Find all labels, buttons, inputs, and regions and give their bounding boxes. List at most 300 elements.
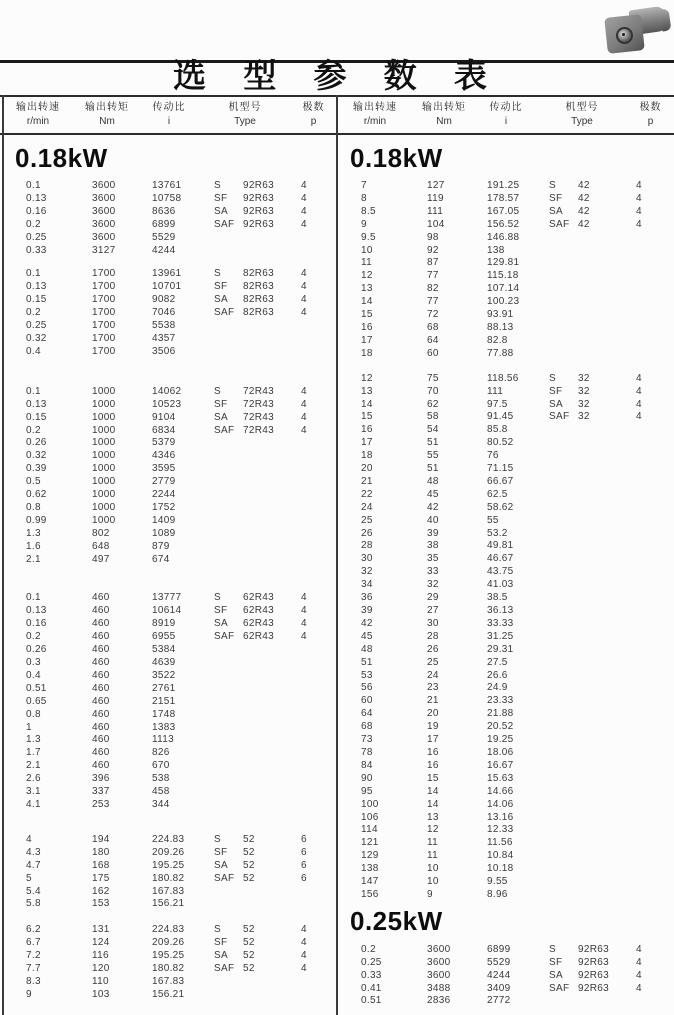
cell-torque: 54 xyxy=(427,424,439,436)
cell-poles: 4 xyxy=(301,205,307,217)
cell-ratio: 167.05 xyxy=(487,205,520,217)
header-poles-unit: p xyxy=(310,116,317,127)
header-col-type xyxy=(200,98,290,129)
table-row xyxy=(2,786,337,799)
table-row xyxy=(2,489,337,502)
cell-type-prefix xyxy=(549,876,578,889)
cell-poles xyxy=(301,541,331,554)
table-row xyxy=(2,476,337,489)
cell-type-size xyxy=(578,682,636,695)
table-row xyxy=(2,834,337,847)
cell-type-prefix xyxy=(549,322,578,335)
cell-ratio: 6834 xyxy=(152,424,176,436)
cell-torque: 3600 xyxy=(92,205,116,217)
cell-torque: 3600 xyxy=(427,956,451,968)
cell-torque: 120 xyxy=(92,963,110,975)
cell-torque: 51 xyxy=(427,437,439,449)
cell-type-prefix: SAF xyxy=(214,424,235,436)
table-row xyxy=(2,193,337,206)
cell-torque: 98 xyxy=(427,231,439,243)
cell-speed: 5 xyxy=(26,872,32,884)
cell-type-prefix: S xyxy=(214,180,221,191)
table-row xyxy=(337,889,674,902)
cell-type-size xyxy=(578,232,636,245)
cell-torque: 87 xyxy=(427,257,439,269)
cell-ratio: 111 xyxy=(487,385,504,397)
cell-torque: 162 xyxy=(92,885,110,897)
cell-type-prefix: SA xyxy=(549,205,563,217)
table-row xyxy=(337,283,674,296)
cell-speed: 4.7 xyxy=(26,859,41,871)
cell-torque: 64 xyxy=(427,334,439,346)
table-row xyxy=(2,450,337,463)
cell-poles xyxy=(636,489,666,502)
cell-torque: 3600 xyxy=(92,180,116,191)
table-row xyxy=(337,399,674,412)
cell-type-prefix xyxy=(214,786,243,799)
cell-type-size xyxy=(243,989,301,1002)
cell-speed: 9.5 xyxy=(361,231,376,243)
cell-ratio: 5529 xyxy=(487,956,511,968)
cell-speed: 20 xyxy=(361,463,373,475)
cell-speed: 15 xyxy=(361,411,373,423)
cell-type-prefix: S xyxy=(549,372,556,384)
cell-poles: 4 xyxy=(301,963,307,975)
cell-type-size xyxy=(243,657,301,670)
cell-poles xyxy=(636,283,666,296)
cell-ratio: 20.52 xyxy=(487,721,514,733)
cell-torque: 3600 xyxy=(92,192,116,204)
cell-poles xyxy=(636,270,666,283)
cell-poles xyxy=(301,476,331,489)
cell-speed: 0.51 xyxy=(26,682,47,694)
cell-ratio: 138 xyxy=(487,244,505,256)
table-row xyxy=(2,206,337,219)
cell-torque: 1000 xyxy=(92,514,116,526)
cell-type-size xyxy=(578,579,636,592)
cell-type-prefix xyxy=(214,541,243,554)
table-row xyxy=(337,502,674,515)
header-col-torque xyxy=(76,98,138,129)
cell-type-prefix xyxy=(549,773,578,786)
cell-type-size xyxy=(578,773,636,786)
cell-torque: 3600 xyxy=(427,969,451,981)
cell-speed: 0.15 xyxy=(26,411,47,423)
cell-ratio: 8919 xyxy=(152,618,176,630)
cell-torque: 460 xyxy=(92,695,110,707)
cell-type-size xyxy=(243,976,301,989)
cell-ratio: 3595 xyxy=(152,463,176,475)
cell-type-size xyxy=(578,270,636,283)
cell-type-prefix xyxy=(214,683,243,696)
cell-speed: 25 xyxy=(361,514,373,526)
cell-type-prefix xyxy=(214,463,243,476)
table-row xyxy=(337,348,674,361)
cell-ratio: 91.45 xyxy=(487,411,514,423)
cell-type-prefix xyxy=(549,553,578,566)
table-row xyxy=(2,554,337,567)
row-block xyxy=(2,180,337,257)
cell-poles xyxy=(301,773,331,786)
cell-ratio: 167.83 xyxy=(152,975,185,987)
table-row xyxy=(337,682,674,695)
cell-ratio: 156.52 xyxy=(487,218,520,230)
cell-poles xyxy=(301,333,331,346)
cell-ratio: 107.14 xyxy=(487,283,520,295)
cell-type-size: 62R43 xyxy=(243,605,274,617)
cell-speed: 2.1 xyxy=(26,553,41,565)
cell-type-prefix: SA xyxy=(549,969,563,981)
cell-speed: 8 xyxy=(361,192,367,204)
cell-ratio: 9.55 xyxy=(487,876,508,888)
cell-ratio: 826 xyxy=(152,747,170,759)
cell-poles xyxy=(301,722,331,735)
cell-speed: 4 xyxy=(26,833,32,845)
cell-ratio: 224.83 xyxy=(152,924,185,936)
cell-type-prefix xyxy=(549,657,578,670)
cell-ratio: 11.56 xyxy=(487,837,513,849)
cell-type-prefix xyxy=(214,747,243,760)
table-row xyxy=(337,515,674,528)
table-row xyxy=(337,786,674,799)
cell-poles xyxy=(636,682,666,695)
cell-ratio: 10701 xyxy=(152,281,182,293)
cell-type-prefix xyxy=(549,812,578,825)
cell-ratio: 82.8 xyxy=(487,334,508,346)
header-ratio-unit: i xyxy=(504,116,508,127)
cell-speed: 0.25 xyxy=(26,231,47,243)
cell-poles xyxy=(301,320,331,333)
cell-speed: 34 xyxy=(361,579,373,591)
cell-poles xyxy=(301,898,331,911)
cell-type-size: 92R63 xyxy=(243,192,274,204)
cell-type-size xyxy=(243,346,301,359)
cell-ratio: 43.75 xyxy=(487,566,514,578)
cell-type-prefix xyxy=(214,709,243,722)
cell-poles: 4 xyxy=(301,411,307,423)
cell-type-size: 92R63 xyxy=(243,180,274,191)
cell-torque: 28 xyxy=(427,630,439,642)
cell-type-size xyxy=(243,683,301,696)
cell-ratio: 674 xyxy=(152,553,170,565)
table-row xyxy=(337,450,674,463)
table-row xyxy=(337,605,674,618)
cell-speed: 39 xyxy=(361,605,373,616)
cell-type-prefix: SF xyxy=(214,937,228,949)
cell-poles xyxy=(301,760,331,773)
cell-ratio: 195.25 xyxy=(152,950,185,962)
table-row xyxy=(337,876,674,889)
cell-poles: 4 xyxy=(301,950,307,962)
cell-type-size xyxy=(243,644,301,657)
cell-type-prefix: SA xyxy=(214,294,228,306)
cell-type-size xyxy=(578,721,636,734)
cell-type-size: 52 xyxy=(243,963,255,975)
table-row xyxy=(337,540,674,553)
cell-poles xyxy=(636,670,666,683)
cell-type-size: 82R63 xyxy=(243,268,274,280)
cell-type-size: 42 xyxy=(578,205,590,217)
cell-type-size: 62R43 xyxy=(243,592,274,604)
cell-ratio: 12.33 xyxy=(487,824,514,836)
cell-type-size: 92R63 xyxy=(578,943,609,955)
cell-type-size: 72R43 xyxy=(243,385,274,397)
cell-poles: 4 xyxy=(636,956,642,968)
cell-poles: 4 xyxy=(636,218,642,230)
cell-type-prefix xyxy=(549,424,578,437)
cell-type-prefix: S xyxy=(214,268,221,280)
cell-ratio: 14062 xyxy=(152,385,182,397)
table-row xyxy=(2,386,337,399)
row-block xyxy=(2,924,337,1001)
cell-type-prefix: SF xyxy=(214,605,228,617)
cell-speed: 45 xyxy=(361,630,373,642)
cell-torque: 15 xyxy=(427,772,439,784)
cell-type-size xyxy=(243,515,301,528)
cell-ratio: 8636 xyxy=(152,205,176,217)
cell-ratio: 1113 xyxy=(152,734,174,746)
cell-ratio: 93.91 xyxy=(487,309,514,321)
cell-poles xyxy=(636,553,666,566)
cell-ratio: 55 xyxy=(487,514,499,526)
cell-speed: 8.5 xyxy=(361,205,376,217)
cell-ratio: 29.31 xyxy=(487,643,514,655)
cell-torque: 45 xyxy=(427,488,439,500)
cell-torque: 460 xyxy=(92,708,110,720)
table-row xyxy=(337,309,674,322)
cell-poles xyxy=(636,747,666,760)
header-torque-unit: Nm xyxy=(99,116,115,127)
cell-speed: 0.16 xyxy=(26,618,47,630)
cell-torque: 12 xyxy=(427,824,439,836)
cell-poles xyxy=(301,976,331,989)
cell-poles xyxy=(636,773,666,786)
cell-type-prefix xyxy=(549,618,578,631)
cell-speed: 2.1 xyxy=(26,760,41,772)
cell-torque: 48 xyxy=(427,475,439,487)
cell-type-size xyxy=(578,760,636,773)
cell-speed: 1.7 xyxy=(26,747,41,759)
cell-ratio: 344 xyxy=(152,798,170,810)
cell-speed: 147 xyxy=(361,876,379,888)
row-block xyxy=(2,386,337,567)
cell-torque: 253 xyxy=(92,798,110,810)
table-row xyxy=(337,734,674,747)
cell-type-prefix xyxy=(214,489,243,502)
cell-ratio: 33.33 xyxy=(487,617,514,629)
cell-poles xyxy=(301,799,331,812)
cell-type-prefix xyxy=(214,722,243,735)
cell-torque: 1000 xyxy=(92,437,116,449)
header-col-ratio xyxy=(138,98,200,129)
cell-torque: 1000 xyxy=(92,398,116,410)
cell-torque: 77 xyxy=(427,296,439,308)
cell-type-prefix xyxy=(214,232,243,245)
cell-torque: 104 xyxy=(427,218,445,230)
cell-speed: 0.2 xyxy=(26,631,41,643)
table-row xyxy=(337,850,674,863)
header-ratio-zh: 传动比 xyxy=(152,102,186,113)
cell-type-size xyxy=(578,644,636,657)
cell-poles: 4 xyxy=(301,631,307,643)
cell-poles xyxy=(301,886,331,899)
cell-speed: 0.16 xyxy=(26,205,47,217)
cell-speed: 0.25 xyxy=(26,320,47,332)
cell-speed: 16 xyxy=(361,424,373,436)
table-row xyxy=(2,963,337,976)
cell-type-prefix xyxy=(549,605,578,618)
cell-type-size xyxy=(578,592,636,605)
cell-speed: 0.1 xyxy=(26,180,41,191)
row-block xyxy=(337,373,674,902)
cell-speed: 1.6 xyxy=(26,540,41,552)
cell-poles xyxy=(636,837,666,850)
header-ratio-zh: 传动比 xyxy=(489,102,523,113)
cell-poles xyxy=(636,850,666,863)
cell-poles: 6 xyxy=(301,859,307,871)
cell-type-prefix: SAF xyxy=(214,963,235,975)
cell-ratio: 5529 xyxy=(152,231,176,243)
cell-torque: 1000 xyxy=(92,501,116,513)
cell-poles xyxy=(636,450,666,463)
cell-torque: 153 xyxy=(92,898,110,910)
cell-speed: 0.99 xyxy=(26,514,47,526)
cell-torque: 27 xyxy=(427,605,439,616)
table-row xyxy=(337,812,674,825)
cell-speed: 7.7 xyxy=(26,963,41,975)
header-col-speed xyxy=(337,98,413,129)
cell-poles: 4 xyxy=(636,205,642,217)
cell-ratio: 24.9 xyxy=(487,682,508,694)
cell-type-prefix xyxy=(214,333,243,346)
cell-speed: 26 xyxy=(361,527,373,539)
cell-type-prefix: S xyxy=(214,385,221,397)
cell-torque: 23 xyxy=(427,682,439,694)
cell-ratio: 10614 xyxy=(152,605,182,617)
table-row xyxy=(2,605,337,618)
cell-type-size: 52 xyxy=(243,924,255,936)
cell-type-size xyxy=(243,463,301,476)
cell-poles xyxy=(636,309,666,322)
cell-ratio: 10523 xyxy=(152,398,182,410)
cell-poles xyxy=(636,232,666,245)
cell-ratio: 21.88 xyxy=(487,708,514,720)
cell-poles xyxy=(301,709,331,722)
cell-speed: 0.32 xyxy=(26,450,47,462)
cell-type-size xyxy=(243,320,301,333)
cell-poles: 4 xyxy=(636,969,642,981)
cell-torque: 1700 xyxy=(92,345,116,357)
cell-torque: 38 xyxy=(427,540,439,552)
cell-torque: 119 xyxy=(427,192,444,204)
cell-poles xyxy=(301,346,331,359)
cell-torque: 1700 xyxy=(92,281,116,293)
cell-type-prefix xyxy=(549,283,578,296)
cell-ratio: 53.2 xyxy=(487,527,508,539)
cell-type-size xyxy=(578,876,636,889)
cell-torque: 460 xyxy=(92,760,110,772)
cell-type-prefix: S xyxy=(549,943,556,955)
header-group-left xyxy=(0,98,337,129)
shaft-center-dot xyxy=(622,33,625,36)
cell-torque: 111 xyxy=(427,205,444,217)
cell-ratio: 3409 xyxy=(487,982,511,994)
table-row xyxy=(337,631,674,644)
cell-torque: 29 xyxy=(427,592,439,604)
cell-poles: 4 xyxy=(301,924,307,936)
cell-type-size xyxy=(578,824,636,837)
cell-type-size: 92R63 xyxy=(578,956,609,968)
cell-speed: 17 xyxy=(361,437,373,449)
cell-type-prefix: SAF xyxy=(214,218,235,230)
cell-speed: 138 xyxy=(361,863,379,875)
cell-speed: 78 xyxy=(361,746,373,758)
cell-poles xyxy=(301,670,331,683)
table-column-left xyxy=(2,133,337,1002)
cell-ratio: 209.26 xyxy=(152,846,185,858)
cell-poles xyxy=(636,644,666,657)
cell-type-prefix xyxy=(214,644,243,657)
cell-ratio: 156.21 xyxy=(152,988,185,1000)
cell-torque: 1700 xyxy=(92,294,116,306)
cell-type-size: 52 xyxy=(243,937,255,949)
cell-torque: 1000 xyxy=(92,489,116,501)
table-row xyxy=(2,773,337,786)
cell-torque: 1000 xyxy=(92,385,116,397)
cell-type-size xyxy=(243,245,301,258)
cell-type-size xyxy=(243,528,301,541)
header-speed-unit: r/min xyxy=(26,116,50,127)
cell-torque: 17 xyxy=(427,734,439,746)
cell-speed: 95 xyxy=(361,785,373,797)
cell-type-size xyxy=(243,898,301,911)
header-col-poles xyxy=(290,98,337,129)
cell-ratio: 10.84 xyxy=(487,850,514,862)
cell-torque: 82 xyxy=(427,283,439,295)
cell-poles xyxy=(636,476,666,489)
cell-poles xyxy=(636,631,666,644)
cell-torque: 20 xyxy=(427,708,439,720)
cell-ratio: 80.52 xyxy=(487,437,514,449)
cell-torque: 648 xyxy=(92,540,110,552)
cell-poles xyxy=(301,644,331,657)
cell-ratio: 2761 xyxy=(152,682,176,694)
cell-ratio: 224.83 xyxy=(152,833,185,845)
cell-poles xyxy=(636,322,666,335)
header-group-right xyxy=(337,98,674,129)
cell-type-prefix xyxy=(549,682,578,695)
cell-type-size xyxy=(243,786,301,799)
cell-torque: 21 xyxy=(427,695,439,707)
cell-type-size: 62R43 xyxy=(243,618,274,630)
cell-ratio: 1383 xyxy=(152,721,176,733)
table-row xyxy=(2,294,337,307)
cell-type-size xyxy=(578,309,636,322)
table-row xyxy=(337,995,674,1008)
cell-poles xyxy=(301,502,331,515)
header-poles-unit: p xyxy=(647,116,654,127)
cell-ratio: 14.06 xyxy=(487,798,514,810)
cell-speed: 68 xyxy=(361,721,373,733)
cell-type-prefix: SA xyxy=(549,398,563,410)
cell-type-prefix: SF xyxy=(549,385,563,397)
cell-type-prefix xyxy=(549,799,578,812)
table-column-right xyxy=(337,133,674,1008)
cell-torque: 180 xyxy=(92,846,110,858)
cell-type-size xyxy=(243,747,301,760)
cell-poles xyxy=(301,989,331,1002)
cell-type-prefix xyxy=(549,437,578,450)
